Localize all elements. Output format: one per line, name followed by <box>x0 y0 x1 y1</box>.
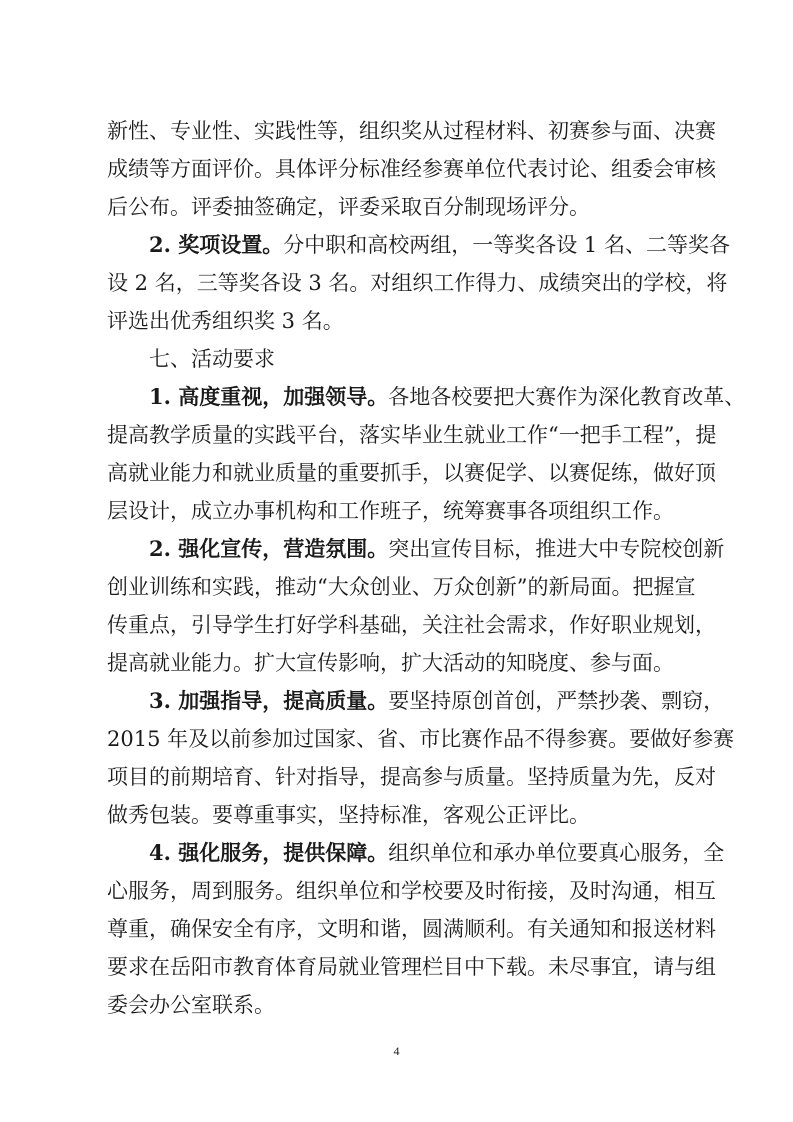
text-line: 委会办公室联系。 <box>107 993 275 1017</box>
text-line: 尊重，确保安全有序，文明和谐，圆满顺利。有关通知和报送材料 <box>107 917 716 941</box>
text-span: 突出宣传目标，推进大中专院校创新 <box>388 537 725 561</box>
text-line: 设 2 名，三等奖各设 3 名。对组织工作得力、成绩突出的学校，将 <box>107 271 728 295</box>
text-line: 创业训练和实践，推动“大众创业、万众创新”的新局面。把握宣 <box>107 575 696 599</box>
paragraph-lead: 2. 强化宣传，营造氛围。 <box>149 536 389 561</box>
paragraph-service-support <box>107 834 725 1024</box>
paragraph-guidance-quality <box>107 682 735 834</box>
text-line <box>107 378 746 416</box>
text-line <box>107 530 725 568</box>
paragraph-lead: 2. 奖项设置。 <box>149 232 284 257</box>
text-line: 新性、专业性、实践性等，组织奖从过程材料、初赛参与面、决赛 <box>107 119 716 143</box>
text-line: 提高教学质量的实践平台，落实毕业生就业工作“一把手工程”，提 <box>107 423 717 447</box>
text-span: 分中职和高校两组，一等奖各设 1 名、二等奖各 <box>283 233 730 257</box>
text-span: 要坚持原创首创，严禁抄袭、剽窃， <box>388 689 725 713</box>
paragraph-award-settings <box>107 226 730 340</box>
text-line: 评选出优秀组织奖 3 名。 <box>107 309 344 333</box>
paragraph-publicity <box>107 530 725 682</box>
page-number: 4 <box>393 1044 400 1058</box>
paragraph-lead: 1. 高度重视，加强领导。 <box>149 384 389 409</box>
text-line <box>107 226 730 264</box>
section-heading: 七、活动要求 <box>149 347 275 371</box>
text-span: 组织单位和承办单位要真心服务，全 <box>388 841 725 865</box>
text-line: 心服务，周到服务。组织单位和学校要及时衔接，及时沟通，相互 <box>107 879 716 903</box>
paragraph-evaluation-continued <box>107 112 716 226</box>
text-line: 层设计，成立办事机构和工作班子，统筹赛事各项组织工作。 <box>107 499 674 523</box>
text-line: 提高就业能力。扩大宣传影响，扩大活动的知晓度、参与面。 <box>107 651 674 675</box>
text-line: 成绩等方面评价。具体评分标准经参赛单位代表讨论、组委会审核 <box>107 157 716 181</box>
paragraph-lead: 3. 加强指导，提高质量。 <box>149 688 389 713</box>
paragraph-attention-leadership <box>107 378 746 530</box>
text-line: 2015 年及以前参加过国家、省、市比赛作品不得参赛。要做好参赛 <box>107 727 735 751</box>
text-line: 做秀包装。要尊重事实，坚持标准，客观公正评比。 <box>107 803 590 827</box>
text-line <box>107 834 725 872</box>
text-line: 项目的前期培育、针对指导，提高参与质量。坚持质量为先，反对 <box>107 765 716 789</box>
text-line: 高就业能力和就业质量的重要抓手，以赛促学、以赛促练，做好顶 <box>107 461 716 485</box>
paragraph-lead: 4. 强化服务，提供保障。 <box>149 840 389 865</box>
text-span: 各地各校要把大赛作为深化教育改革、 <box>388 385 746 409</box>
text-line <box>107 682 725 720</box>
text-line: 要求在岳阳市教育体育局就业管理栏目中下载。未尽事宜，请与组 <box>107 955 716 979</box>
text-line: 传重点，引导学生打好学科基础，关注社会需求，作好职业规划， <box>107 613 716 637</box>
document-body <box>107 112 746 1024</box>
text-line: 后公布。评委抽签确定，评委采取百分制现场评分。 <box>107 195 590 219</box>
